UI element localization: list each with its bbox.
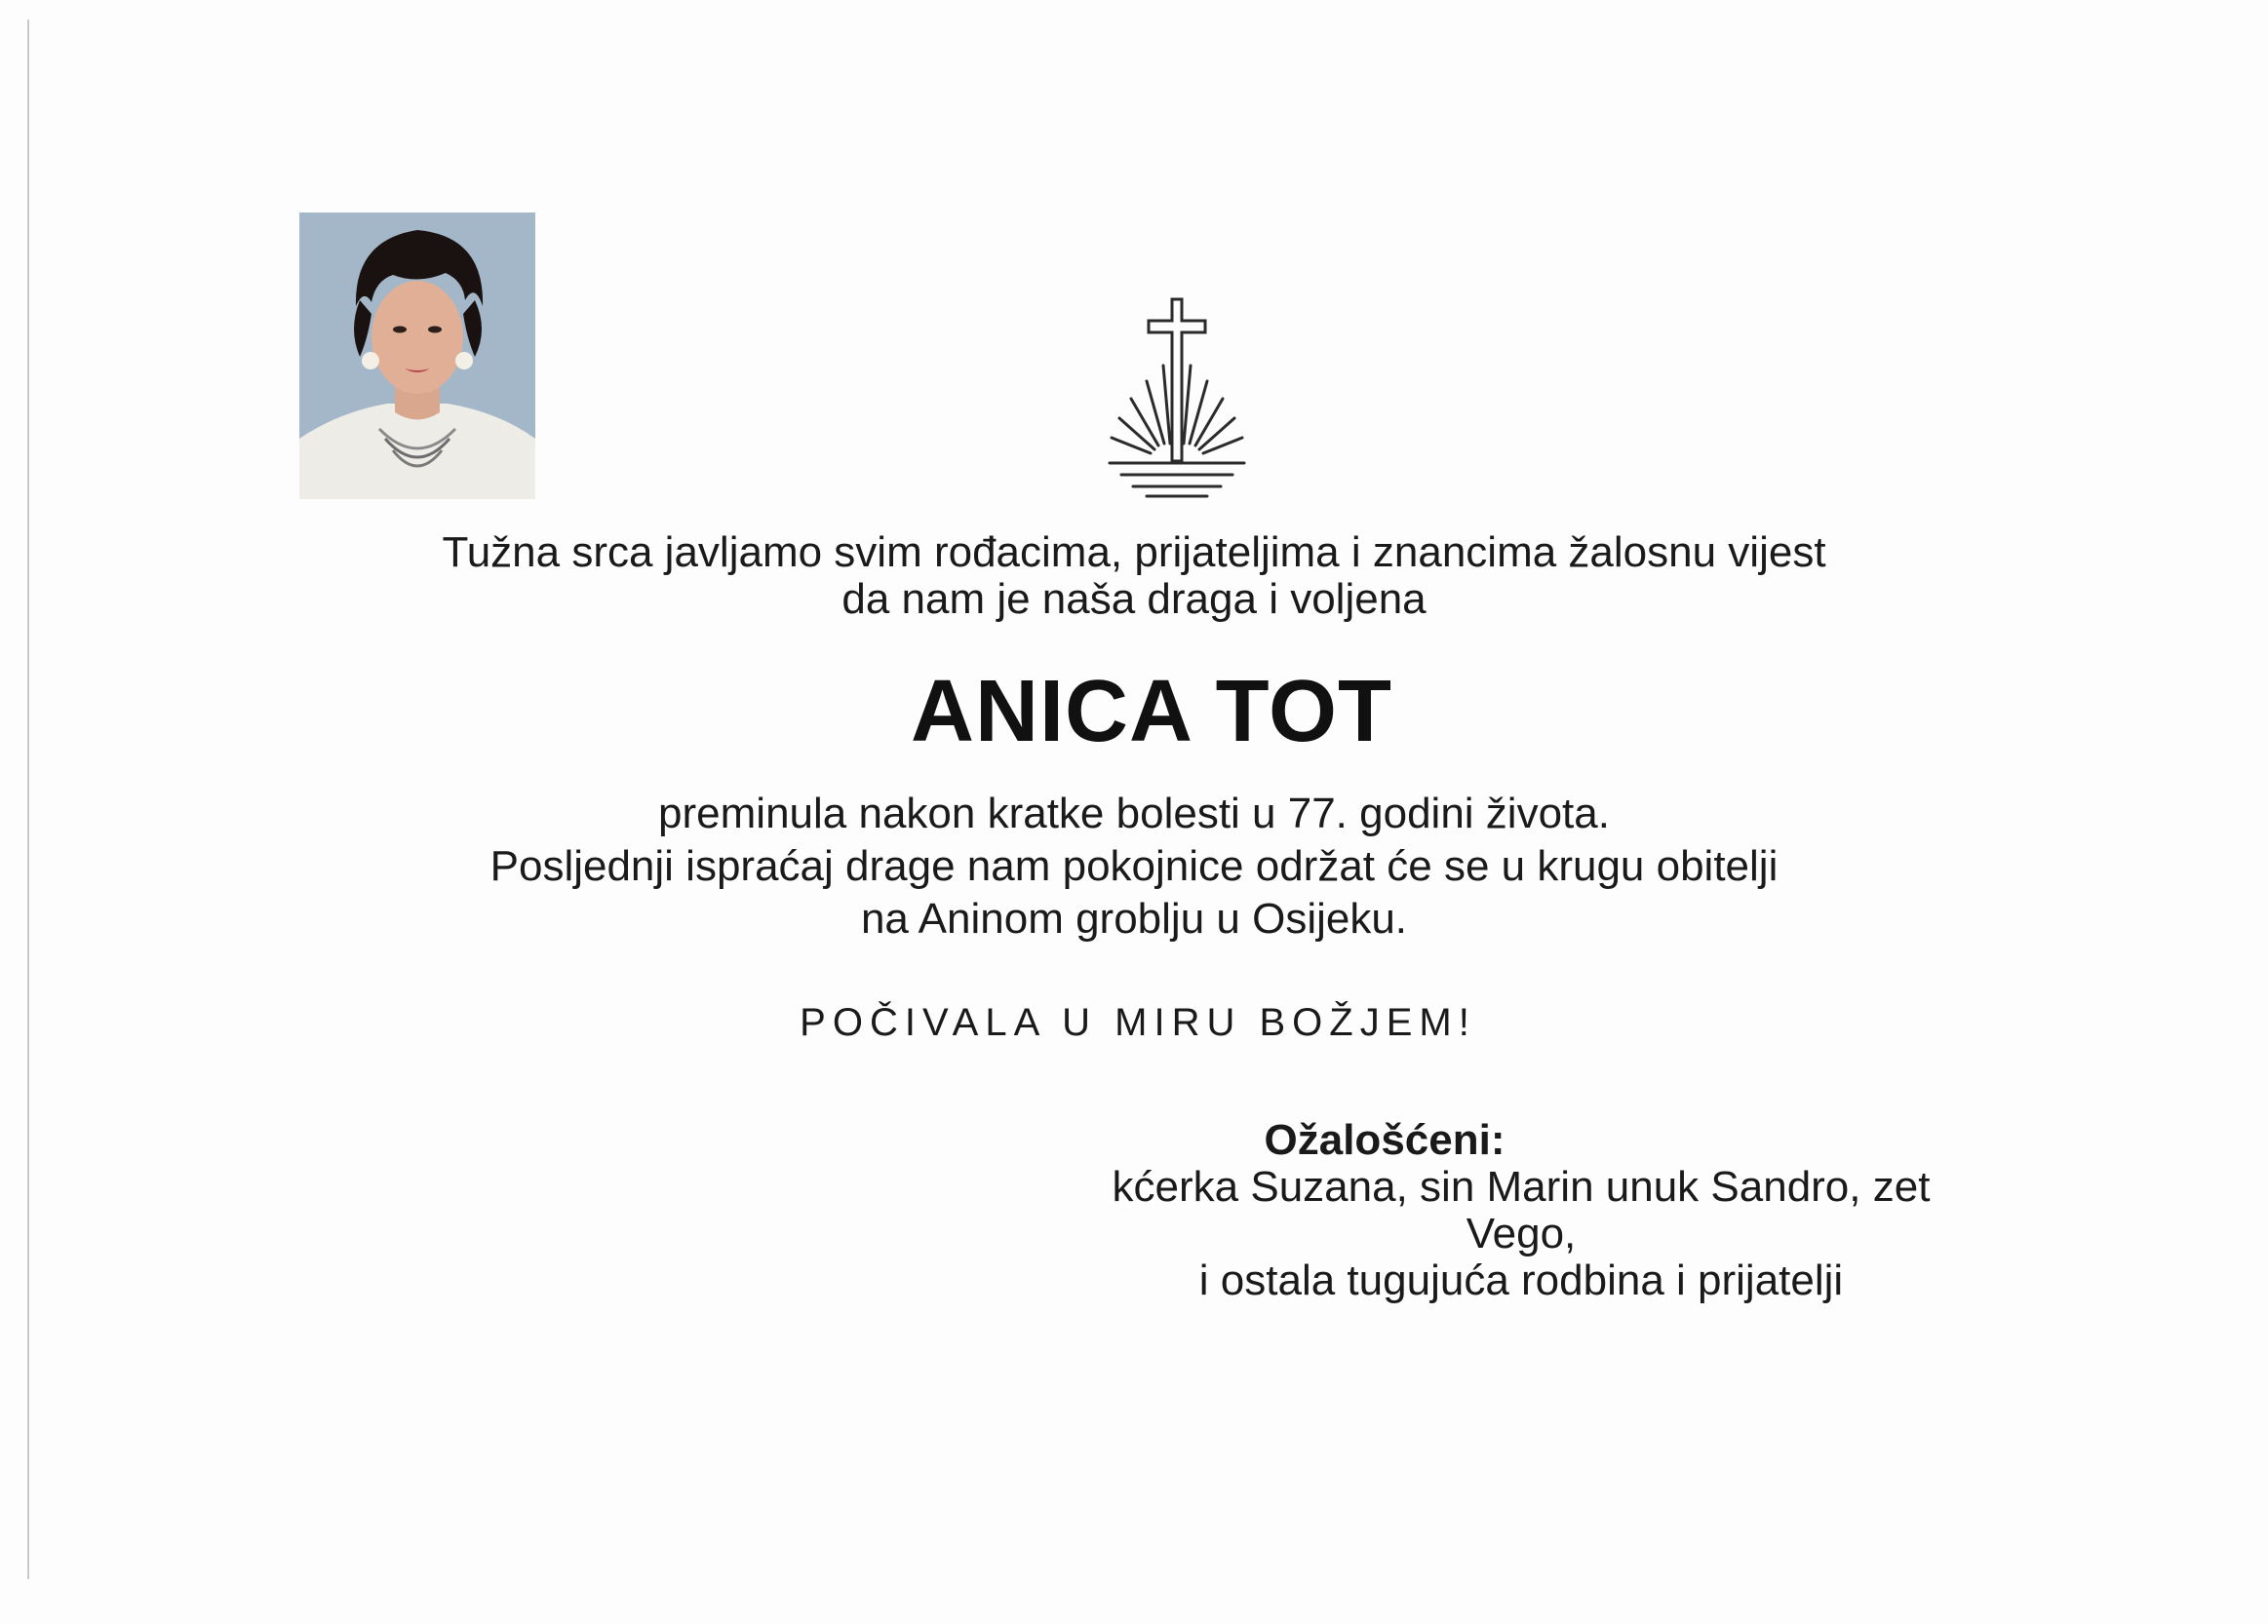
body-line: na Aninom groblju u Osijeku. xyxy=(860,895,1408,943)
portrait-photo xyxy=(299,213,535,499)
mourners-line: i ostala tugujuća rodbina i prijatelji xyxy=(1198,1257,1844,1304)
body-line: Posljednji ispraćaj drage nam pokojnice održat će se u krugu obitelji xyxy=(489,842,1779,890)
closing-blessing: POČIVALA U MIRU BOŽJEM! xyxy=(800,1001,1476,1044)
intro-line: Tužna srca javljamo svim rođacima, prijateljima i znancima žalosnu vijest xyxy=(442,528,1826,576)
mourners-list xyxy=(1053,1164,1989,1304)
body-line: preminula nakon kratke bolesti u 77. godini života. xyxy=(658,790,1610,837)
mourners-title: Ožalošćeni: xyxy=(1264,1116,1505,1164)
intro-text xyxy=(0,529,2268,623)
intro-line: da nam je naša draga i voljena xyxy=(841,575,1427,623)
body-text xyxy=(0,788,2268,946)
deceased-name: ANICA TOT xyxy=(911,663,1392,760)
mourners-line: kćerka Suzana, sin Marin unuk Sandro, zet Vego, xyxy=(1112,1163,1931,1257)
cross-sunrise-icon xyxy=(1102,297,1252,498)
